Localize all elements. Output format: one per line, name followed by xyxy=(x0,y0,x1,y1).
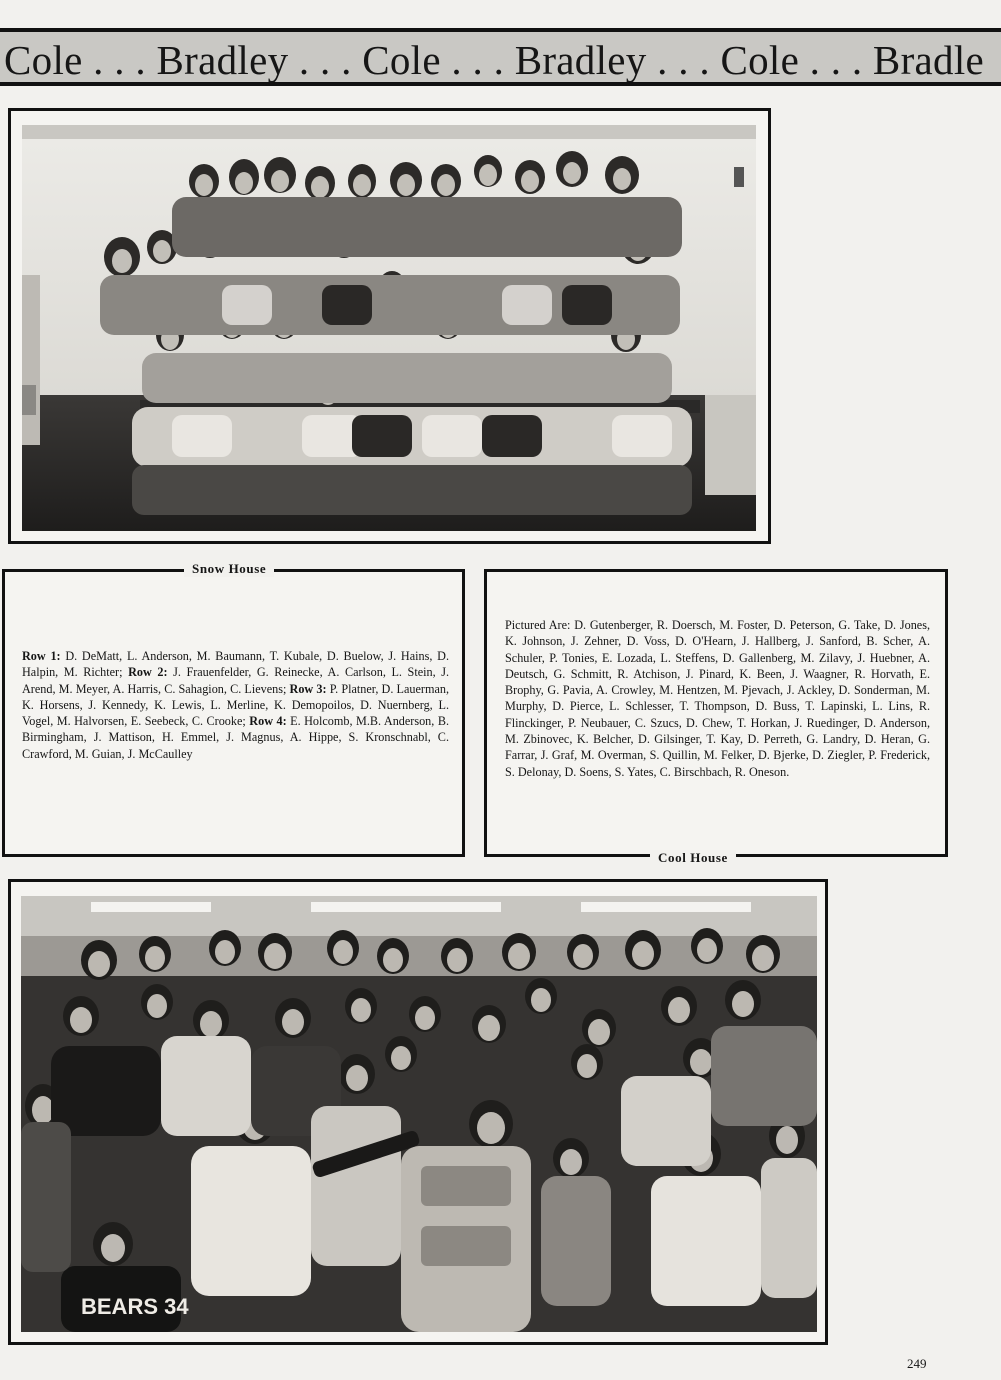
row-1-names: D. DeMatt, L. Anderson, M. Baumann, T. Kubale, D. Buelow, J. Hains, D. Halpin, M. Richter; xyxy=(22,649,449,680)
header-banner xyxy=(0,28,1001,86)
snow-house-caption xyxy=(22,648,449,762)
row-4-label: Row 4: xyxy=(249,714,287,729)
cool-house-caption: Pictured Are: D. Gutenberger, R. Doersch, M. Foster, D. Peterson, G. Take, D. Jones, K. Johnson, J. Zehner, D. Voss, D. O'Hearn, J. Hallberg, J. Sanford, B. Scher, A. Schuler, P. Tonies, E. Lozada, L. Steffens, D. Gallenberg, M. Zilavy, J. Huebner, A. Deutsch, G. Schmitt, R. Atchison, J. Pinard, K. Been, J. Waagner, R. Horvath, E. Brophy, G. Pavia, A. Crowley, M. Hentzen, M. Pjevach, J. Ackley, D. Sonderman, M. Murphy, D. Pierce, L. Schlesser, T. Thompson, D. Buss, T. Lapinski, L. Lins, R. Flinckinger, P. Neubauer, C. Szucs, D. Chew, T. Horkan, J. Ruedinger, D. Anderson, M. Zbinovec, K. Belcher, D. Gilsinger, T. Kay, D. Perreth, G. Landry, D. Heran, G. Farrar, J. Graf, M. Overman, S. Quillin, M. Felker, D. Bjerke, D. Ziegler, P. Frederick, S. Delonay, D. Soens, S. Yates, C. Birschbach, R. Oneson. xyxy=(505,618,930,779)
row-4-names: E. Holcomb, M.B. Anderson, B. Birmingham, J. Mattison, H. Emmel, J. Magnus, A. Hippe, S. Kronschnabl, C. Crawford, M. Guian, J. McCaulley xyxy=(22,714,449,761)
row-3-label: Row 3: xyxy=(289,681,327,696)
row-2-label: Row 2: xyxy=(128,665,168,680)
row-3-names: P. Platner, D. Lauerman, K. Horsens, J. Kennedy, K. Lewis, L. Merline, K. Demopoilos, D. Nuernberg, L. Vogel, M. Halvorsen, E. Seebeck, C. Crooke; xyxy=(22,681,450,729)
snow-house-caption-box xyxy=(2,569,465,857)
cool-house-photo-frame xyxy=(8,879,828,1345)
banner-text: Cole . . . Bradley . . . Cole . . . Bradley . . . Cole . . . Bradle xyxy=(4,37,985,83)
snow-house-photo-frame xyxy=(8,108,771,544)
row-1-label: Row 1: xyxy=(22,649,61,663)
cool-house-photo xyxy=(21,896,817,1332)
svg-text:BEARS 34: BEARS 34 xyxy=(81,1294,189,1319)
cool-house-title: Cool House xyxy=(650,850,736,866)
snow-house-photo xyxy=(22,125,756,531)
cool-house-caption-box xyxy=(484,569,948,857)
row-2-names: J. Frauenfelder, G. Reinecke, A. Carlson, L. Stein, J. Arend, M. Meyer, A. Harris, C. Sahagion, C. Lievens; xyxy=(22,665,450,696)
page-number: 249 xyxy=(907,1356,927,1371)
snow-house-title: Snow House xyxy=(184,561,274,577)
